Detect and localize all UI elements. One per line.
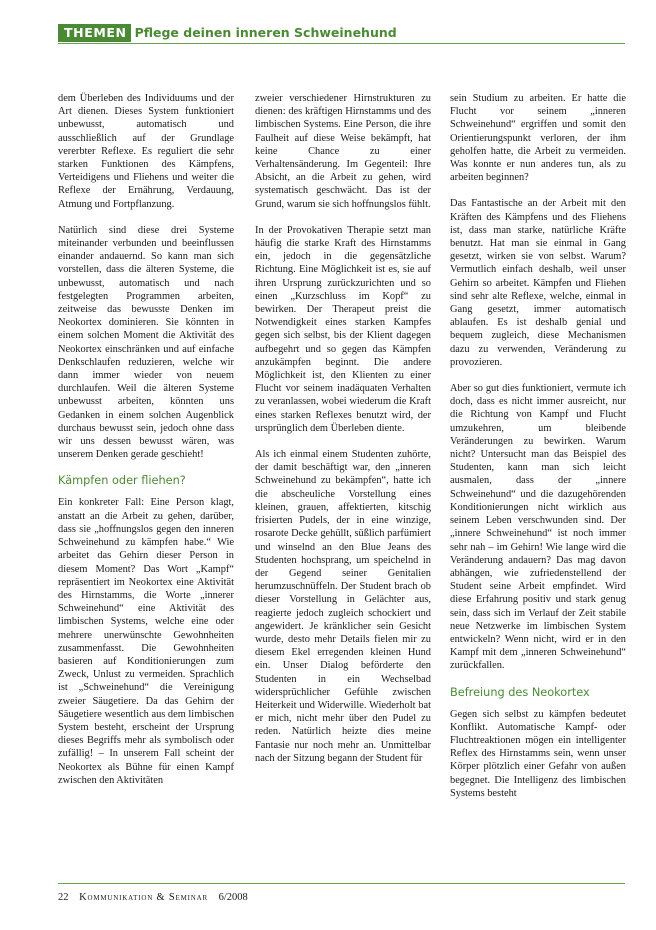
section-heading: Kämpfen oder fliehen? bbox=[58, 474, 186, 488]
paragraph: Gegen sich selbst zu kämpfen bedeutet Konflikt. Automatische Kampf- oder Fluchtreaktionen mögen ein intelligenter Reflex des Hirnstamms sein, wenn unser Körper plötzlich einer Gefahr von außen begegnet. Die Intelligenz des limbischen Systems besteht bbox=[450, 708, 626, 799]
section-heading: Befreiung des Neokortex bbox=[450, 685, 590, 699]
header-divider bbox=[58, 43, 625, 44]
paragraph: dem Überleben des Individuums und der Art dienen. Dieses System funktioniert unbewusst, automatisch und ausschließlich auf der Grundlage vererbter Reflexe. Es reguliert die sehr starken Funktionen des Kämpfens, Verteidigens und Fliehens und weiter die Reflexe der Ernährung, Verdauung, Atmung und Fortpflanzung. bbox=[58, 93, 234, 210]
footer-divider bbox=[58, 883, 625, 884]
page-footer bbox=[58, 892, 256, 903]
section-tag: THEMEN bbox=[58, 24, 131, 42]
publication-name: Kommunikation & Seminar bbox=[79, 892, 208, 903]
paragraph: sein Studium zu arbeiten. Er hatte die Flucht vor seinem „inneren Schweinehund“ ergriffen und somit den Orientierungspunkt verloren, der ihm geholfen hatte, die Arbeit zu vermeiden. Was konnte er nun anderes tun, als zu arbeiten beginnen? bbox=[450, 93, 626, 184]
issue-number: 6/2008 bbox=[218, 892, 248, 903]
paragraph: Ein konkreter Fall: Eine Person klagt, anstatt an die Arbeit zu gehen, darüber, dass sie „hoffnungslos gegen den inneren Schweinehund zu kämpfen habe.“ Wie arbeitet das Gehirn dieser Person in diesem Moment? Das Wort „Kampf“ repräsentiert im Neokortex eine Aktivität des Hirnstamms, die Worte „innerer Schweinehund“ eine Aktivität des limbischen Systems, welche eine oder mehrere unerwünschte Gewohnheiten zusammenfasst. Die Gewohnheiten basieren auf Konditionierungen zum Zweck, Unlust zu vermeiden. Sprachlich ist „Schweinehund“ die Vereinigung zweier Säugetiere. Da das Gehirn der Säugetiere wesentlich aus dem limbischen System besteht, erscheint der Ursprung dieses Begriffs mehr als symbolisch oder zufällig! – In unserem Fall scheint der Neokortex als Bühne für einen Kampf zwischen den Aktivitäten bbox=[58, 497, 235, 786]
article-title: Pflege deinen inneren Schweinehund bbox=[134, 25, 397, 40]
text-column-2 bbox=[255, 92, 431, 778]
text-column-3 bbox=[450, 92, 626, 813]
paragraph: Aber so gut dies funktioniert, vermute ich doch, dass es nicht immer ausreicht, nur die Richtung von Kampf und Flucht umzukehren, um bleibende Veränderungen zu bewirken. Warum nicht? Untersucht man das Beispiel des Studenten, kann man sich leicht ausmalen, dass der „innere Schweinehund“ und die dazugehörenden Konditionierungen nicht wirklich aus seinem Leben verschwunden sind. Der „innere Schweinehund“ ist noch immer sehr nah – im Gehirn! Wie lange wird die Veränderung andauern? Das mag davon abhängen, wie zufriedenstellend der Student seine Arbeit empfindet. Wird diese Erfahrung positiv und stark genug sein, dass sich im Verlauf der Zeit stabile neue Netzwerke im limbischen System entwickeln? Wenn nicht, wird er in den Kampf mit dem „inneren Schweinehund“ zurückfallen. bbox=[450, 383, 626, 672]
paragraph: zweier verschiedener Hirnstrukturen zu dienen: des kräftigen Hirnstamms und des limbischen Systems. Eine Person, die ihre Faulheit auf diese Weise bekämpft, hat keine Chance zu einer Verhaltensänderung. Im Gegenteil: Ihre Absicht, an die Arbeit zu gehen, wird systematisch geschwächt. Das ist der Grund, warum sie sich hoffnungslos fühlt. bbox=[255, 93, 431, 210]
paragraph: In der Provokativen Therapie setzt man häufig die starke Kraft des Hirnstamms ein, jedoch in die gegensätzliche Richtung. Eine Möglichkeit ist es, sie auf ihren Ursprung zurückzurichten und so einen „Kurzschluss im Kopf“ zu bewirken. Der Therapeut preist die Notwendigkeit eines starken Kampfes gegen sich selbst, bis der Klient dagegen aufbegehrt und so gegen das Kämpfen anzukämpfen beginnt. Die andere Möglichkeit ist, den Klienten zu einer Flucht vor seinem inadäquaten Verhalten zu veranlassen, wobei wiederum die Kraft eines starken Reflexes benutzt wird, der ursprünglich dem Überleben diente. bbox=[255, 224, 431, 434]
paragraph: Das Fantastische an der Arbeit mit den Kräften des Kämpfens und des Fliehens ist, dass man starke, natürliche Kräfte benutzt. Hat man sie einmal in Gang gesetzt, wirken sie von selbst. Warum? Vermutlich einfach deshalb, weil unser Gehirn so arbeitet. Kämpfen und Fliehen sind sehr alte Reflexe, welche, einmal in Gang gesetzt, immer automatisch ablaufen. Es ist deshalb genial und bequem zugleich, diese Mechanismen dazu zu verwenden, Veränderung zu provozieren. bbox=[450, 198, 626, 368]
page-number: 22 bbox=[58, 892, 69, 903]
page-header bbox=[58, 24, 625, 42]
text-column-1 bbox=[58, 92, 234, 800]
paragraph: Natürlich sind diese drei Systeme miteinander verbunden und beeinflussen einander andauernd. So kann man sich vorstellen, dass die älteren Systeme, die unbewusst, automatisch und nach festgelegten Programmen arbeiten, zeitweise das bewusste Denken im Neokortex dominieren. Sie könnten in einem solchen Moment die Aktivität des Neokortex einschränken und auf einfache Denkschlaufen reduzieren, welche wir dann immer wieder von neuem durchlaufen. Weil die älteren Systeme unbewusst arbeiten, könnten uns Gedanken in einem solchen Augenblick durchaus bewusst sein, jedoch ohne dass wir uns dessen bewusst wären, was unserem Denken gerade geschieht! bbox=[58, 224, 234, 461]
paragraph: Als ich einmal einem Studenten zuhörte, der damit beschäftigt war, den „inneren Schweinehund zu bekämpfen“, hatte ich die abscheuliche Vorstellung eines kleinen, grauen, affektierten, kitschig frisierten Pudels, der in eine winzige, rosarote Decke gehüllt, süßlich parfümiert und winselnd an den Blue Jeans des Studenten hochsprang, um speichelnd in der Gegend seiner Genitalien herumzuschnüffeln. Der Student brach ob dieser Vorstellung in Gelächter aus, reagierte jedoch zugleich schockiert und angewidert. Je kränklicher sein Gesicht wurde, desto mehr Details fielen mir zu diesem Ekel erregenden kleinen Hund ein. Unser Dialog beförderte den Studenten in ein Wechselbad widersprüchlicher Gefühle zwischen Heiterkeit und Widerwille. Wiederholt bat er mich, nicht mehr über den Pudel zu reden. Natürlich heizte dies meine Fantasie nur noch mehr an. Unmittelbar nach der Sitzung begann der Student für bbox=[255, 449, 431, 764]
